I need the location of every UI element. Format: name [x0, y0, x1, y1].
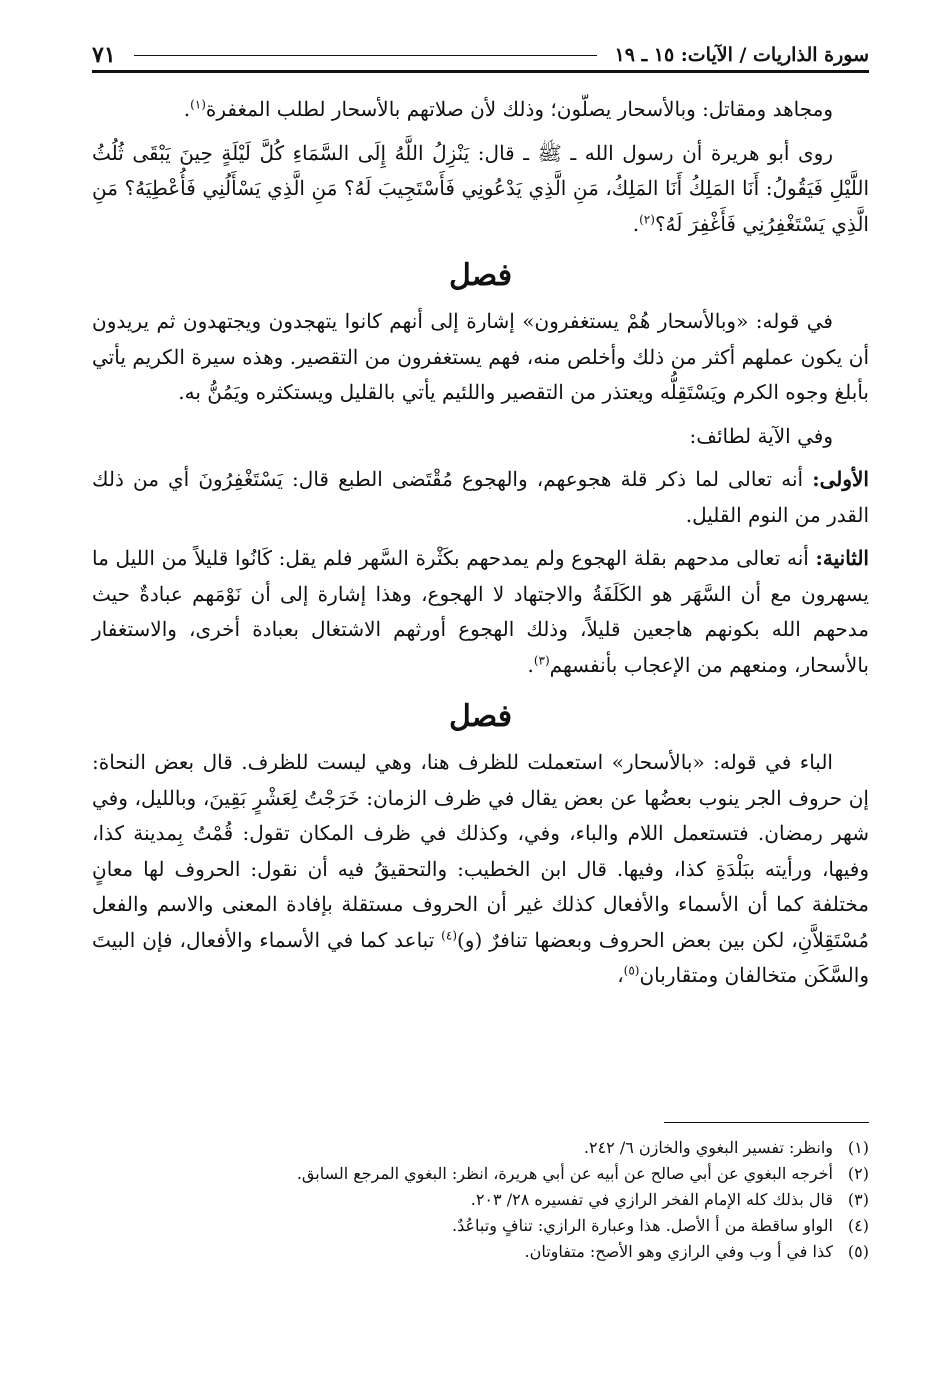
paragraph-hadith [92, 136, 869, 243]
paragraph-end: . [183, 97, 191, 121]
paragraph-4: وفي الآية لطائف: [689, 423, 833, 448]
paragraph-end: ، [617, 963, 624, 987]
point-label: الثانية: [815, 546, 869, 570]
paragraph-text: ومجاهد ومقاتل: وبالأسحار يصلّون؛ وذلك لأن صلاتهم بالأسحار لطلب المغفرة [205, 97, 833, 121]
footnote-text: الواو ساقطة من أ الأصل. هذا وعبارة الرازي: تنافٍ وتباعُدٌ. [452, 1216, 833, 1235]
footnote-number: (٤) [847, 1216, 869, 1235]
page-body [92, 92, 869, 1002]
footnote-item [92, 1213, 869, 1239]
footnote-rule [664, 1122, 869, 1123]
section-title: فصل [448, 258, 513, 293]
footnote-text: وانظر: تفسير البغوي والخازن ٦/ ٢٤٢. [583, 1138, 833, 1157]
running-title: سورة الذاريات / الآيات: ١٥ ـ ١٩ [614, 44, 869, 66]
paragraph-text: أنه تعالى مدحهم بقلة الهجوع ولم يمدحهم بكَثْرة السَّهر فلم يقل: كَانُوا قليلاً من الليل ما يسهرون مع أن السَّهَر هو الكَلَفَةُ والاجتهاد لا الهجوع، وهذا إشارة إلى أن نَوْمَهم عبادةٌ حيث مدحهم الله بكونهم هاجعين قليلاً، وذلك الهجوع أورثهم الاشتغال بعبادة أخرى، والاستغفار بالأسحار، ومنعهم من الإعجاب بأنفسهم [92, 546, 869, 677]
paragraph-text: الباء في قوله: «بالأسحار» استعملت للظرف هنا، وهي ليست للظرف. قال بعض النحاة: إن حروف الجر ينوب بعضُها عن بعض يقال في ظرف الزمان: خَرَجْتُ لِعَشْرٍ بَقِينَ، وبالليل، وفي شهر رمضان. فتستعمل اللام والباء، وفي، وكذلك في ظرف المكان تقول: قُمْتُ بِمدينة كذا، وفيها، ورأيته ببَلْدَةِ كذا، وفيها. قال ابن الخطيب: والتحقيقُ فيه أن نقول: الحروف لها معانٍ مختلفة كما أن الأسماء والأفعال كذلك غير أن الحروف مستقلة بإفادة المعنى والاسم والفعل مُسْتَقِلاَّنِ، لكن بين بعض الحروف وبعضها تنافرٌ (و) [92, 750, 869, 952]
header-rule [134, 55, 597, 56]
footnote-text: كذا في أ وب وفي الرازي وهو الأصح: متفاوتان. [524, 1242, 833, 1261]
paragraph-text: تباعد كما في الأسماء والأفعال، فإن البيتَ والسَّكَن متخالفان ومتقاربان [92, 927, 869, 987]
footnote-number: (٥) [847, 1242, 869, 1261]
footnote-item [92, 1187, 869, 1213]
footnote-item [92, 1239, 869, 1265]
footnote-number: (٣) [847, 1190, 869, 1209]
paragraph-text: أنه تعالى لما ذكر قلة هجوعهم، والهجوع مُقْتَضى الطبع قال: يَسْتَغْفِرُونَ أي من ذلك القدر من النوم القليل. [92, 467, 869, 527]
footnote-item [92, 1135, 869, 1161]
paragraph-end: . [632, 211, 640, 236]
footnote-ref[interactable]: (٢) [639, 211, 655, 226]
footnote-ref[interactable]: (٥) [623, 963, 640, 978]
paragraph-3: في قوله: «وبالأسحار هُمْ يستغفرون» إشارة إلى أنهم كانوا يتهجدون ويجتهدون ثم يريدون أن يكون عملهم أكثر من ذلك وأخلص منه، فهم يستغفرون من التقصير. وهذه سيرة الكريم يأتي بأبلغ وجوه الكرم ويَسْتَقِلُّه ويعتذر من التقصير واللئيم يأتي بالقليل ويستكثره ويَمُنُّ به. [92, 309, 869, 404]
footnote-number: (١) [847, 1138, 869, 1157]
paragraph-first-point [92, 462, 869, 533]
footnote-ref[interactable]: (١) [190, 97, 206, 112]
footnotes [92, 1122, 869, 1265]
paragraph-end: . [527, 652, 534, 677]
footnote-text: أخرجه البغوي عن أبي صالح عن أبيه عن أبي هريرة، انظر: البغوي المرجع السابق. [296, 1164, 833, 1183]
paragraph-1 [92, 92, 869, 128]
page-header [92, 30, 869, 73]
paragraph-text: روى أبو هريرة أن رسول الله ـ ﷺ ـ قال: يَنْزِلُ اللَّهُ إِلَى السَّمَاءِ كُلَّ لَيْلَةٍ حِينَ يَبْقَى ثُلُثُ اللَّيْلِ فَيَقُولُ: أَنَا المَلِكُ أَنَا المَلِكُ، مَنِ الَّذِي يَدْعُونِي فَأَسْتَجِيبَ لَهُ؟ مَنِ الَّذِي يَسْأَلُنِي فَأُعْطِيَهُ؟ مَنِ الَّذِي يَسْتَغْفِرُنِي فَأَغْفِرَ لَهُ؟ [92, 140, 869, 236]
page-number: ٧١ [92, 42, 116, 68]
section-title: فصل [448, 699, 513, 734]
paragraph-7 [92, 745, 869, 994]
point-label: الأولى: [812, 467, 869, 491]
footnote-text: قال بذلك كله الإمام الفخر الرازي في تفسيره ٢٨/ ٢٠٣. [470, 1190, 833, 1209]
footnote-number: (٢) [847, 1164, 869, 1183]
footnote-ref[interactable]: (٤) [441, 927, 457, 942]
footnote-ref[interactable]: (٣) [533, 652, 550, 667]
footnote-item [92, 1161, 869, 1187]
paragraph-second-point [92, 541, 869, 683]
